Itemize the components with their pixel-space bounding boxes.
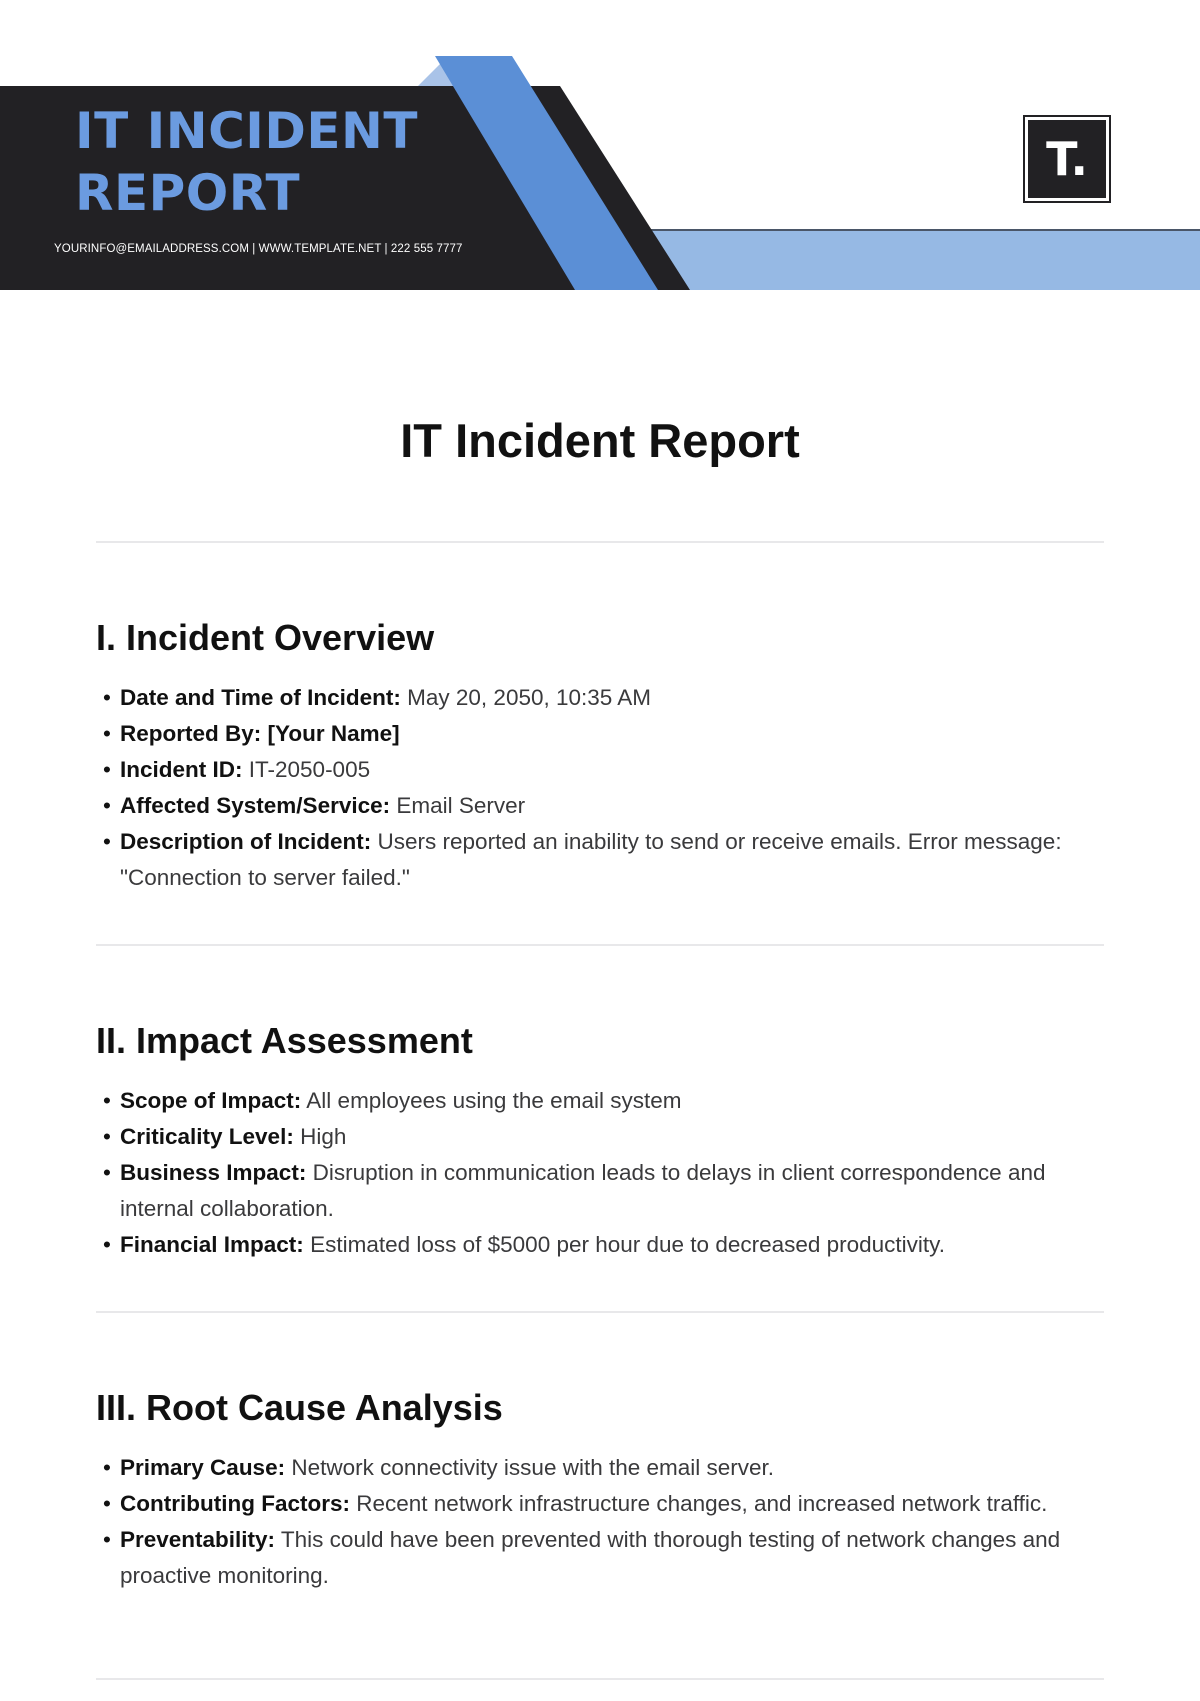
contact-info: YOURINFO@EMAILADDRESS.COM | WWW.TEMPLATE.NET | 222 555 7777 xyxy=(54,243,463,255)
item-label: Reported By: [Your Name] xyxy=(120,721,400,746)
item-value: Recent network infrastructure changes, and increased network traffic. xyxy=(356,1491,1048,1516)
item-value: Estimated loss of $5000 per hour due to decreased productivity. xyxy=(310,1232,946,1257)
item-label: Date and Time of Incident: xyxy=(120,685,401,710)
list-item xyxy=(96,788,1106,824)
item-value: High xyxy=(300,1124,347,1149)
item-value: Users reported an inability to send or receive emails. Error message: "Connection to server failed." xyxy=(120,829,1062,890)
logo-mark: T. xyxy=(1028,120,1106,198)
item-label: Contributing Factors: xyxy=(120,1491,350,1516)
item-value: All employees using the email system xyxy=(306,1088,682,1113)
section-root-cause-analysis xyxy=(96,1386,1106,1594)
brand-title-line1: IT INCIDENT xyxy=(75,102,418,160)
list-item xyxy=(96,716,1106,752)
list-item xyxy=(96,1083,1106,1119)
item-value: May 20, 2050, 10:35 AM xyxy=(407,685,652,710)
divider xyxy=(96,944,1104,946)
section-heading: III. Root Cause Analysis xyxy=(96,1387,503,1428)
item-label: Description of Incident: xyxy=(120,829,372,854)
item-value: IT-2050-005 xyxy=(248,757,371,782)
item-label: Primary Cause: xyxy=(120,1455,286,1480)
item-label: Scope of Impact: xyxy=(120,1088,302,1113)
list-item xyxy=(96,1486,1106,1522)
item-label: Business Impact: xyxy=(120,1160,307,1185)
section-heading: I. Incident Overview xyxy=(96,617,435,658)
item-value: Disruption in communication leads to delays in client correspondence and internal collaboration. xyxy=(120,1160,1046,1221)
item-value: This could have been prevented with thorough testing of network changes and proactive monitoring. xyxy=(120,1527,1061,1588)
section-list xyxy=(96,1450,1106,1594)
section-heading: II. Impact Assessment xyxy=(96,1020,473,1061)
item-label: Incident ID: xyxy=(120,757,243,782)
list-item xyxy=(96,1522,1106,1594)
item-label: Preventability: xyxy=(120,1527,276,1552)
list-item xyxy=(96,1155,1106,1227)
section-incident-overview xyxy=(96,616,1106,896)
list-item xyxy=(96,1119,1106,1155)
stripe-top-line xyxy=(640,229,1200,231)
section-impact-assessment xyxy=(96,1019,1106,1263)
item-value: Email Server xyxy=(396,793,526,818)
list-item xyxy=(96,1450,1106,1486)
brand-title-line2: REPORT xyxy=(75,164,301,222)
list-item xyxy=(96,680,1106,716)
page-title: IT Incident Report xyxy=(400,414,800,467)
item-label: Affected System/Service: xyxy=(120,793,391,818)
header-banner xyxy=(0,0,1200,300)
brand-title xyxy=(75,100,418,224)
section-list xyxy=(96,680,1106,896)
list-item xyxy=(96,824,1106,896)
divider xyxy=(96,1678,1104,1680)
list-item xyxy=(96,752,1106,788)
section-list xyxy=(96,1083,1106,1263)
list-item xyxy=(96,1227,1106,1263)
divider xyxy=(96,1311,1104,1313)
item-value: Network connectivity issue with the email server. xyxy=(291,1455,775,1480)
company-logo xyxy=(1023,115,1111,203)
divider xyxy=(96,541,1104,543)
light-blue-stripe xyxy=(640,230,1200,290)
item-label: Financial Impact: xyxy=(120,1232,304,1257)
item-label: Criticality Level: xyxy=(120,1124,294,1149)
